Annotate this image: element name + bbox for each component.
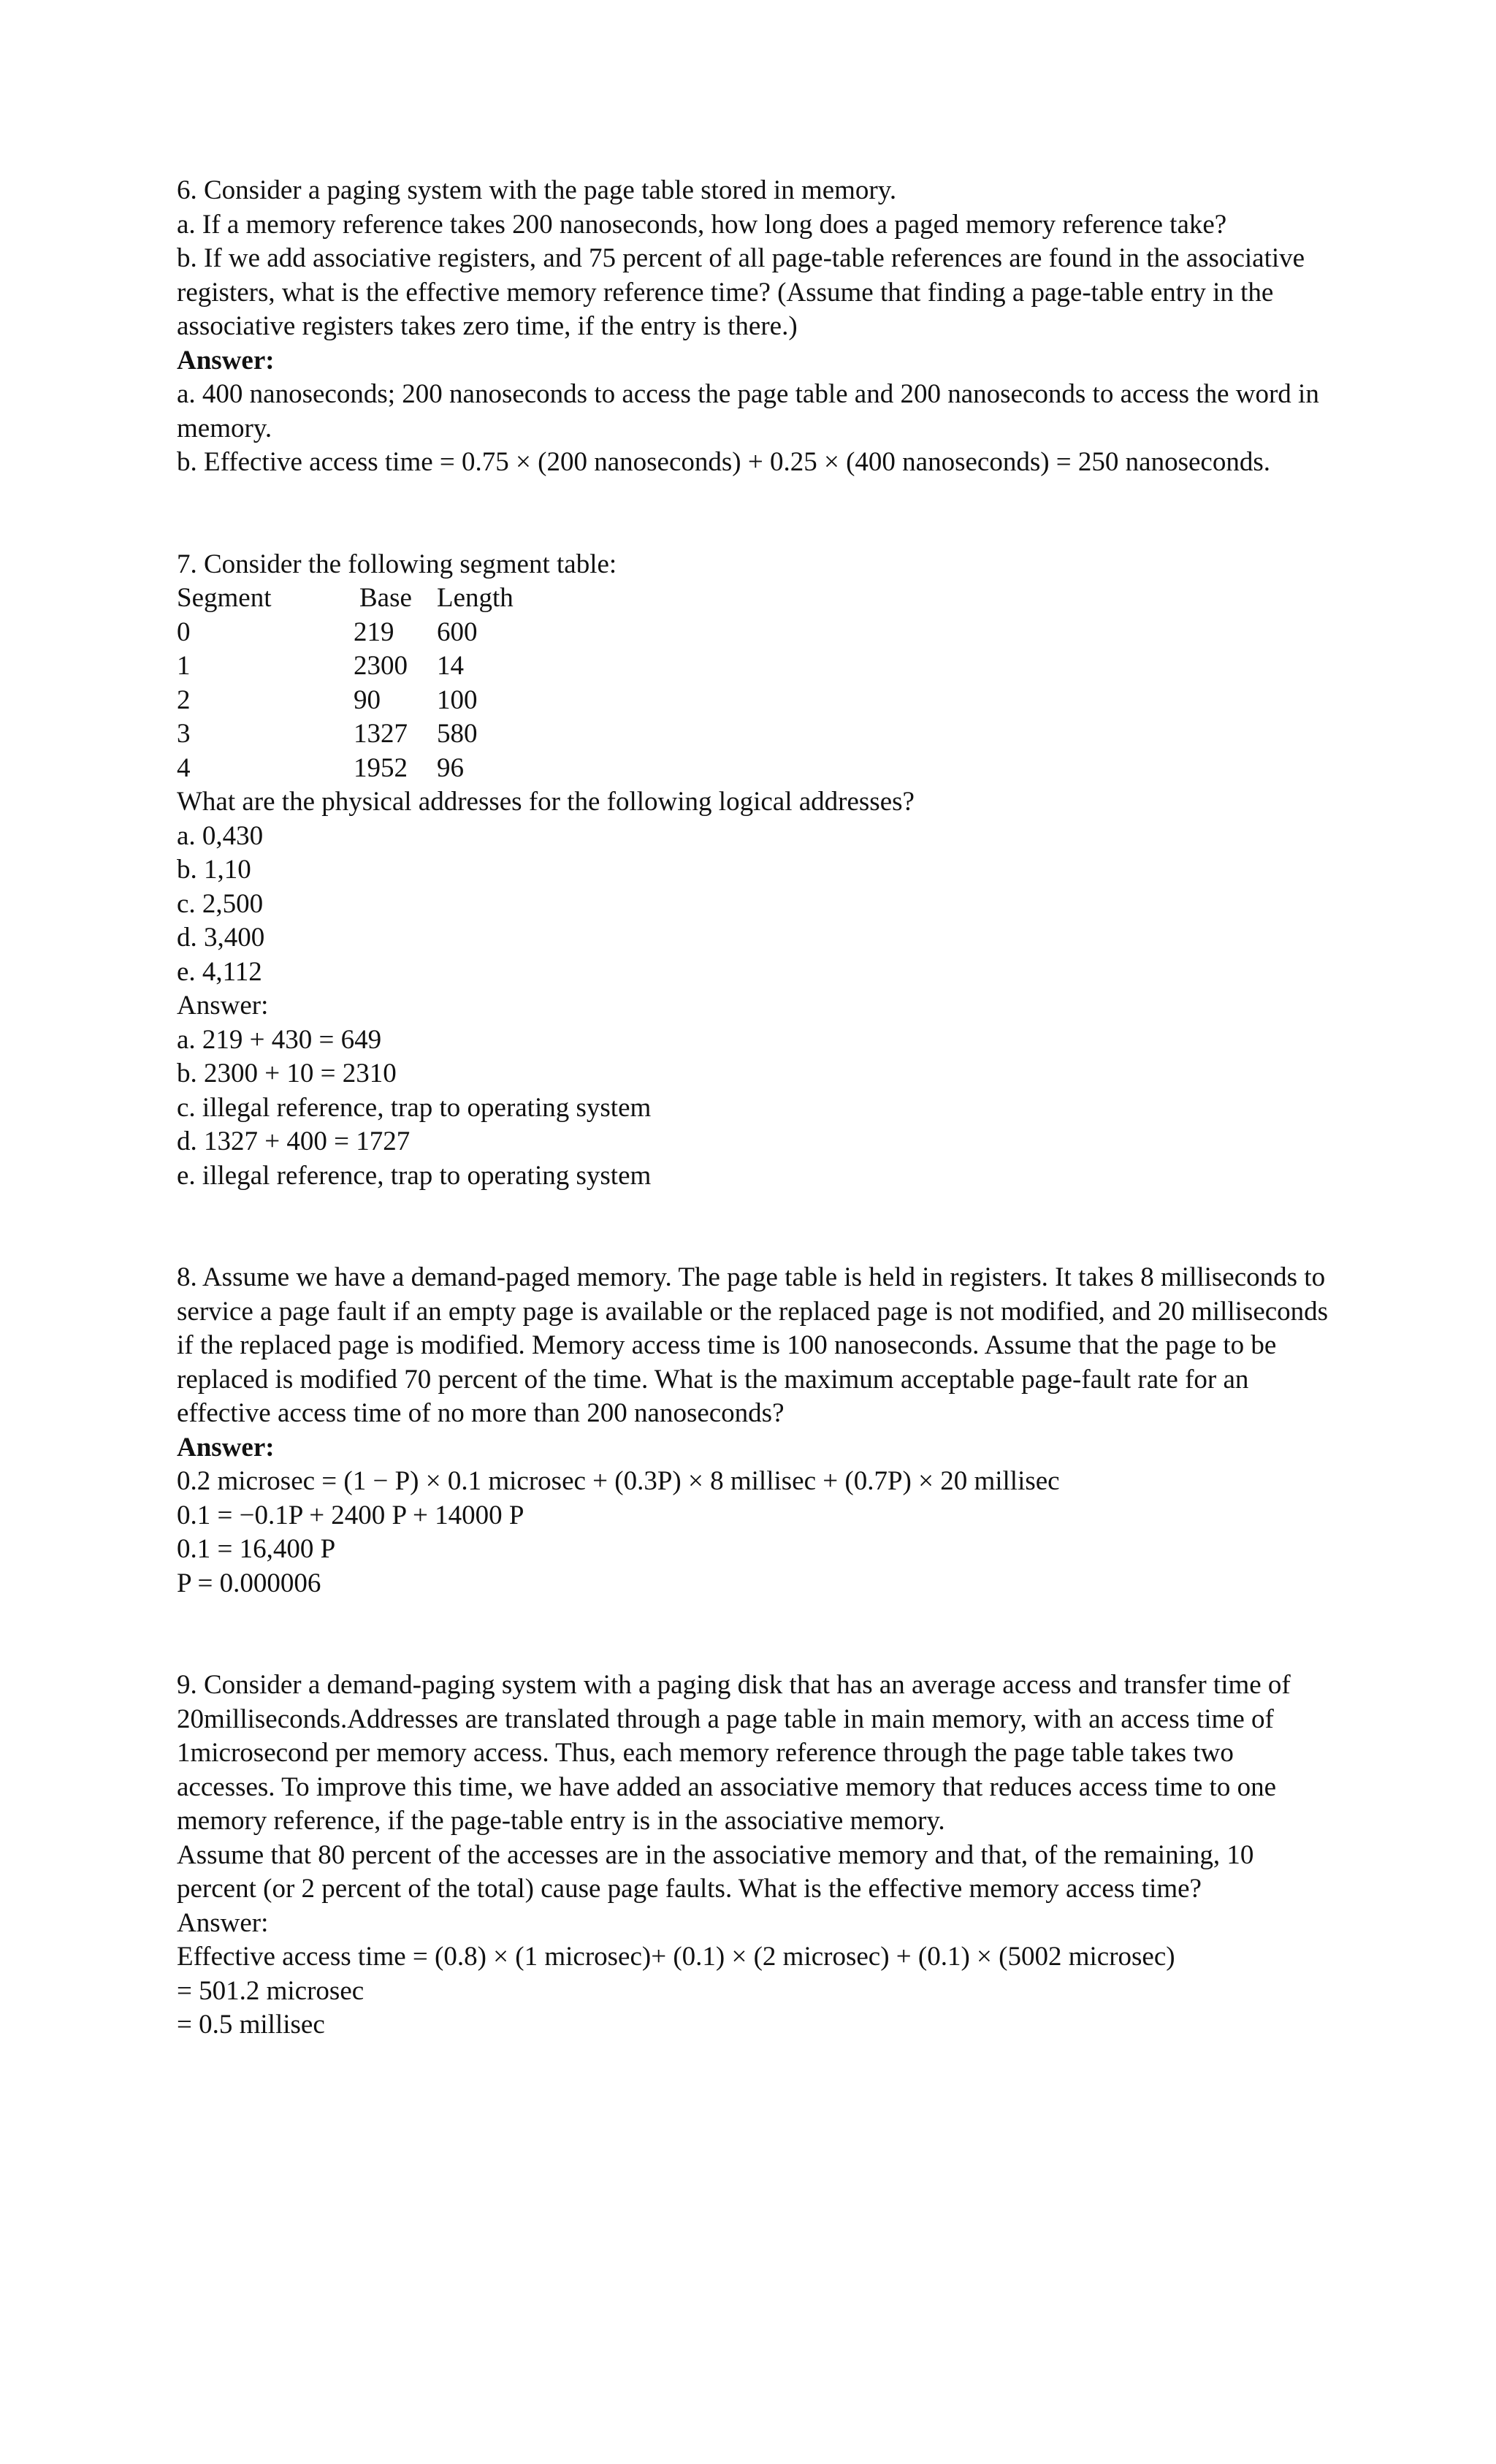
- list-item: d. 3,400: [177, 923, 265, 953]
- segment-cell: 3: [177, 719, 191, 749]
- question-8-answer-label: Answer:: [177, 1432, 275, 1462]
- base-cell: 1327: [354, 719, 408, 749]
- table-row: [177, 649, 1331, 684]
- question-7: [177, 548, 1331, 1194]
- base-header: Base: [359, 583, 412, 613]
- segment-table: [177, 581, 1331, 785]
- section-gap: [177, 1601, 1331, 1668]
- segment-cell: 2: [177, 684, 191, 715]
- segment-cell: 0: [177, 617, 191, 647]
- question-6-answer-a: a. 400 nanoseconds; 200 nanoseconds to access the page table and 200 nanoseconds to access the word in memory.: [177, 379, 1319, 443]
- answer-line: 0.1 = −0.1P + 2400 P + 14000 P: [177, 1500, 524, 1530]
- segment-table-header: [177, 581, 1331, 616]
- answer-line: e. illegal reference, trap to operating system: [177, 1160, 652, 1191]
- answer-line: b. 2300 + 10 = 2310: [177, 1059, 397, 1088]
- base-cell: 219: [354, 617, 394, 647]
- question-6-part-a: a. If a memory reference takes 200 nanoseconds, how long does a paged memory reference take?: [177, 209, 1227, 240]
- question-6-answer-label: Answer:: [177, 345, 275, 375]
- answer-line: 0.2 microsec = (1 − P) × 0.1 microsec + (0.3P) × 8 millisec + (0.7P) × 20 millisec: [177, 1466, 1060, 1496]
- question-7-answer-label: Answer:: [177, 991, 269, 1021]
- answer-line: = 0.5 millisec: [177, 2010, 325, 2040]
- question-6-title: 6. Consider a paging system with the page table stored in memory.: [177, 175, 897, 205]
- base-cell: 2300: [354, 651, 408, 681]
- answer-line: P = 0.000006: [177, 1568, 321, 1598]
- question-8-text: 8. Assume we have a demand-paged memory. The page table is held in registers. It takes 8 milliseconds to service a page fault if an empty page is available or the replaced page is not modified, and 20 milliseconds if the replaced page is modified. Memory access time is 100 nanoseconds. Assume that the page to be replaced is modified 70 percent of the time. What is the maximum acceptable page-fault rate for an effective access time of no more than 200 nanoseconds?: [177, 1262, 1329, 1428]
- base-cell: 90: [354, 684, 381, 715]
- question-8: [177, 1261, 1331, 1601]
- question-6-answer-b: b. Effective access time = 0.75 × (200 nanoseconds) + 0.25 × (400 nanoseconds) = 250 nanoseconds.: [177, 447, 1270, 477]
- segment-header: Segment: [177, 583, 272, 613]
- question-7-prompt: What are the physical addresses for the following logical addresses?: [177, 787, 915, 817]
- answer-line: = 501.2 microsec: [177, 1975, 365, 2006]
- question-9-assumption: Assume that 80 percent of the accesses are in the associative memory and that, of the remaining, 10 percent (or 2 percent of the total) cause page faults. What is the effective memory access time?: [177, 1839, 1254, 1904]
- answer-line: c. illegal reference, trap to operating system: [177, 1092, 652, 1123]
- list-item: c. 2,500: [177, 888, 264, 919]
- segment-cell: 4: [177, 752, 191, 783]
- table-row: [177, 752, 1331, 786]
- question-6: [177, 174, 1331, 480]
- list-item: a. 0,430: [177, 820, 264, 851]
- question-9-answer-label: Answer:: [177, 1907, 269, 1938]
- table-row: [177, 684, 1331, 718]
- question-9: [177, 1668, 1331, 2042]
- section-gap: [177, 480, 1331, 548]
- question-6-part-b: b. If we add associative registers, and 75 percent of all page-table references are found in the associative registers, what is the effective memory reference time? (Assume that finding a page-table entry in the associative registers takes zero time, if the entry is there.): [177, 243, 1305, 341]
- list-item: e. 4,112: [177, 956, 262, 987]
- length-cell: 96: [437, 752, 464, 783]
- answer-line: d. 1327 + 400 = 1727: [177, 1126, 411, 1156]
- question-7-title: 7. Consider the following segment table:: [177, 549, 617, 579]
- length-cell: 100: [437, 684, 478, 715]
- question-9-text: 9. Consider a demand-paging system with a paging disk that has an average access and transfer time of 20milliseconds.Addresses are translated through a page table in main memory, with an access time of 1microsecond per memory access. Thus, each memory reference through the page table takes two accesses. To improve this time, we have added an associative memory that reduces access time to one memory reference, if the page-table entry is in the associative memory.: [177, 1670, 1291, 1836]
- length-header: Length: [437, 583, 514, 613]
- answer-line: 0.1 = 16,400 P: [177, 1534, 336, 1564]
- length-cell: 14: [437, 651, 464, 681]
- answer-line: a. 219 + 430 = 649: [177, 1024, 382, 1055]
- base-cell: 1952: [354, 752, 408, 783]
- table-row: [177, 717, 1331, 752]
- list-item: b. 1,10: [177, 855, 251, 885]
- length-cell: 600: [437, 617, 478, 647]
- document-page: [177, 174, 1331, 2042]
- section-gap: [177, 1193, 1331, 1261]
- answer-line: Effective access time = (0.8) × (1 microsec)+ (0.1) × (2 microsec) + (0.1) × (5002 microsec): [177, 1942, 1175, 1972]
- segment-cell: 1: [177, 651, 191, 681]
- table-row: [177, 616, 1331, 650]
- length-cell: 580: [437, 719, 478, 749]
